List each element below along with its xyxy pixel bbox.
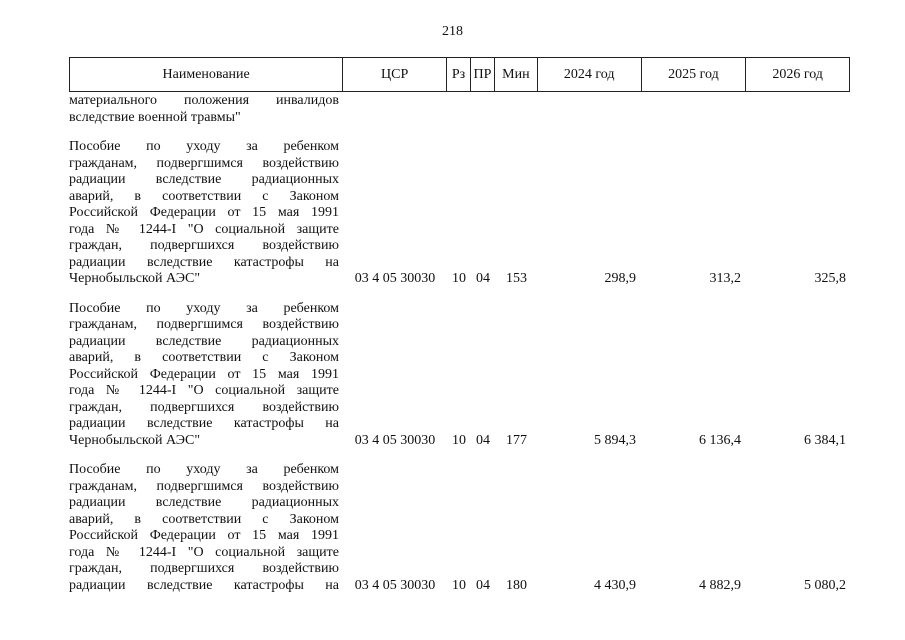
header-name: Наименование (70, 58, 343, 91)
row-2026: 325,8 (814, 271, 846, 286)
header-pr: ПР (471, 58, 495, 91)
name-line: года № 1244-I "О социальной защите (69, 383, 339, 398)
table-row (69, 301, 850, 450)
header-2024: 2024 год (538, 58, 642, 91)
row-pr: 04 (476, 432, 490, 448)
name-line: Чернобыльской АЭС" (69, 271, 201, 286)
row-pr: 04 (476, 271, 490, 286)
table-row (69, 93, 850, 126)
row-rz: 10 (452, 577, 466, 593)
row-csr: 03 4 05 30030 (354, 271, 436, 286)
name-line: граждан, подвергшихся воздействию (69, 561, 339, 576)
table-body (69, 93, 850, 594)
name-line: радиации вследствие катастрофы на (69, 416, 339, 431)
name-line: Российской Федерации от 15 мая 1991 (69, 205, 339, 220)
row-min: 177 (506, 432, 527, 448)
row-pr: 04 (476, 577, 490, 593)
name-line: материального положения инвалидов (69, 93, 339, 108)
name-line: Пособие по уходу за ребенком (69, 462, 339, 477)
name-line: радиации вследствие радиационных (69, 333, 339, 349)
header-csr: ЦСР (343, 58, 447, 91)
table-row (69, 462, 850, 594)
row-min: 180 (506, 577, 527, 593)
row-2024: 5 894,3 (594, 432, 636, 448)
name-line: Пособие по уходу за ребенком (69, 139, 339, 154)
header-min: Мин (495, 58, 538, 91)
name-line: Пособие по уходу за ребенком (69, 300, 339, 316)
name-line: граждан, подвергшихся воздействию (69, 399, 339, 415)
row-2025: 6 136,4 (699, 432, 741, 448)
name-line: аварий, в соответствии с Законом (69, 188, 339, 204)
name-line: вследствие военной травмы" (69, 109, 241, 125)
header-rz: Рз (447, 58, 471, 91)
name-line: радиации вследствие радиационных (69, 495, 339, 510)
name-line: граждан, подвергшихся воздействию (69, 238, 339, 253)
name-line: года № 1244-I "О социальной защите (69, 544, 339, 560)
row-2025: 313,2 (709, 271, 741, 286)
name-line: года № 1244-I "О социальной защите (69, 221, 339, 237)
row-rz: 10 (452, 432, 466, 448)
name-line: радиации вследствие радиационных (69, 172, 339, 187)
name-line: Чернобыльской АЭС" (69, 432, 201, 448)
row-csr: 03 4 05 30030 (354, 432, 436, 448)
table-header (69, 57, 850, 92)
name-line: радиации вследствие катастрофы на (69, 254, 339, 270)
name-line: Российской Федерации от 15 мая 1991 (69, 528, 339, 543)
row-name (69, 139, 343, 288)
name-line: гражданам, подвергшимся воздействию (69, 155, 339, 171)
row-csr: 03 4 05 30030 (354, 577, 436, 593)
row-2026: 5 080,2 (804, 577, 846, 593)
row-rz: 10 (452, 271, 466, 286)
name-line: радиации вследствие катастрофы на (69, 577, 339, 593)
name-line: аварий, в соответствии с Законом (69, 511, 339, 527)
row-name (69, 93, 343, 126)
row-name (69, 462, 343, 594)
page-number: 218 (442, 24, 463, 39)
row-2025: 4 882,9 (699, 577, 741, 593)
row-2024: 4 430,9 (594, 577, 636, 593)
row-name (69, 301, 343, 450)
name-line: гражданам, подвергшимся воздействию (69, 317, 339, 332)
row-min: 153 (506, 271, 527, 286)
header-2026: 2026 год (772, 66, 823, 82)
row-2026: 6 384,1 (804, 432, 846, 448)
header-2025: 2025 год (642, 58, 747, 91)
name-line: гражданам, подвергшимся воздействию (69, 478, 339, 494)
row-2024: 298,9 (604, 271, 636, 286)
table-row (69, 139, 850, 288)
name-line: аварий, в соответствии с Законом (69, 350, 339, 365)
name-line: Российской Федерации от 15 мая 1991 (69, 366, 339, 382)
